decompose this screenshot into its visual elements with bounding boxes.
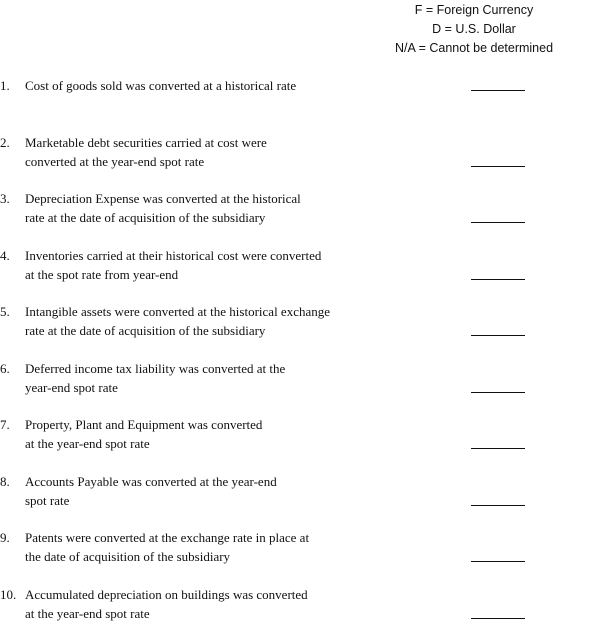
question-text-line: the date of acquisition of the subsidiary (25, 547, 405, 566)
legend-foreign-currency: F = Foreign Currency (364, 1, 584, 20)
question-text-line: Intangible assets were converted at the historical exchange (25, 302, 405, 321)
answer-blank[interactable] (471, 448, 525, 449)
question-item-2 (0, 133, 600, 190)
question-text-line: at the spot rate from year-end (25, 265, 405, 284)
question-text-line: Accumulated depreciation on buildings was converted (25, 585, 405, 604)
question-item-7 (0, 415, 600, 472)
question-text-line: Depreciation Expense was converted at the historical (25, 189, 405, 208)
question-text-line: Cost of goods sold was converted at a historical rate (25, 76, 405, 95)
legend (364, 1, 584, 58)
answer-blank[interactable] (471, 166, 525, 167)
question-list (0, 76, 600, 641)
question-text-line: spot rate (25, 491, 405, 510)
question-text-line: Deferred income tax liability was converted at the (25, 359, 405, 378)
question-text (25, 359, 405, 397)
question-number: 2. (0, 133, 22, 152)
answer-blank[interactable] (471, 505, 525, 506)
answer-blank[interactable] (471, 335, 525, 336)
answer-blank[interactable] (471, 279, 525, 280)
question-text (25, 528, 405, 566)
question-text-line: rate at the date of acquisition of the subsidiary (25, 321, 405, 340)
question-text (25, 76, 405, 95)
answer-blank[interactable] (471, 222, 525, 223)
question-text-line: at the year-end spot rate (25, 434, 405, 453)
question-text (25, 585, 405, 623)
question-number: 3. (0, 189, 22, 208)
question-text-line: year-end spot rate (25, 378, 405, 397)
answer-blank[interactable] (471, 561, 525, 562)
answer-blank[interactable] (471, 618, 525, 619)
question-text (25, 302, 405, 340)
question-item-8 (0, 472, 600, 529)
answer-blank[interactable] (471, 90, 525, 91)
question-item-3 (0, 189, 600, 246)
question-text-line: rate at the date of acquisition of the subsidiary (25, 208, 405, 227)
legend-us-dollar: D = U.S. Dollar (364, 20, 584, 39)
question-text-line: Marketable debt securities carried at cost were (25, 133, 405, 152)
question-text-line: Patents were converted at the exchange rate in place at (25, 528, 405, 547)
question-number: 4. (0, 246, 22, 265)
question-number: 5. (0, 302, 22, 321)
question-number: 8. (0, 472, 22, 491)
question-item-5 (0, 302, 600, 359)
question-text-line: Property, Plant and Equipment was converted (25, 415, 405, 434)
answer-blank[interactable] (471, 392, 525, 393)
question-text (25, 415, 405, 453)
question-item-1 (0, 76, 600, 133)
question-text-line: Accounts Payable was converted at the year-end (25, 472, 405, 491)
question-number: 1. (0, 76, 22, 95)
question-text (25, 246, 405, 284)
question-number: 6. (0, 359, 22, 378)
question-item-9 (0, 528, 600, 585)
question-number: 9. (0, 528, 22, 547)
question-item-6 (0, 359, 600, 416)
question-number: 7. (0, 415, 22, 434)
question-text-line: Inventories carried at their historical cost were converted (25, 246, 405, 265)
question-text-line: converted at the year-end spot rate (25, 152, 405, 171)
question-text (25, 472, 405, 510)
question-item-4 (0, 246, 600, 303)
legend-cannot-be-determined: N/A = Cannot be determined (364, 39, 584, 58)
question-text (25, 133, 405, 171)
question-text (25, 189, 405, 227)
question-text-line: at the year-end spot rate (25, 604, 405, 623)
question-number: 10. (0, 585, 22, 604)
question-item-10 (0, 585, 600, 641)
